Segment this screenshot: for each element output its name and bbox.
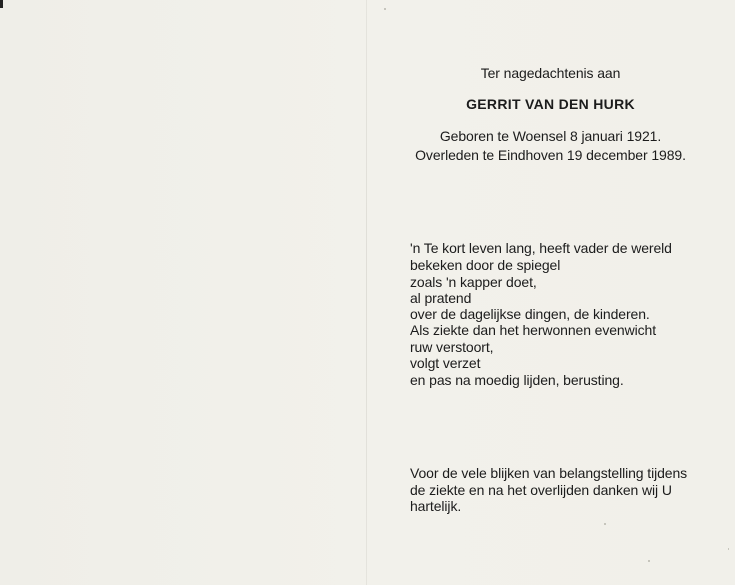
- poem-line: en pas na moedig lijden, berusting.: [410, 372, 624, 388]
- poem-line: al pratend: [410, 290, 472, 306]
- poem-line: bekeken door de spiegel: [410, 257, 561, 273]
- birth-line: Geboren te Woensel 8 januari 1921.: [439, 128, 662, 144]
- corner-mark: [0, 0, 3, 8]
- poem-line: ruw verstoort,: [410, 339, 494, 355]
- poem-line: zoals 'n kapper doet,: [410, 274, 537, 290]
- death-line: Overleden te Eindhoven 19 december 1989.: [415, 147, 686, 163]
- poem-line: volgt verzet: [410, 355, 481, 371]
- paper-speck: [728, 548, 729, 550]
- paper-speck: [648, 560, 650, 562]
- thanks-line: de ziekte en na het overlijden danken wij U: [410, 482, 672, 498]
- paper-speck: [384, 8, 386, 10]
- deceased-name: GERRIT VAN DEN HURK: [466, 96, 635, 112]
- thanks-line: Voor de vele blijken van belangstelling tijdens: [410, 465, 688, 481]
- paper-speck: [604, 523, 606, 525]
- thanks-line: hartelijk.: [410, 498, 462, 514]
- card-heading: Ter nagedachtenis aan: [480, 65, 621, 81]
- center-fold: [366, 0, 367, 585]
- poem-line: Als ziekte dan het herwonnen evenwicht: [410, 322, 657, 338]
- poem-line: over de dagelijkse dingen, de kinderen.: [410, 306, 650, 322]
- poem-line: 'n Te kort leven lang, heeft vader de wereld: [410, 240, 672, 256]
